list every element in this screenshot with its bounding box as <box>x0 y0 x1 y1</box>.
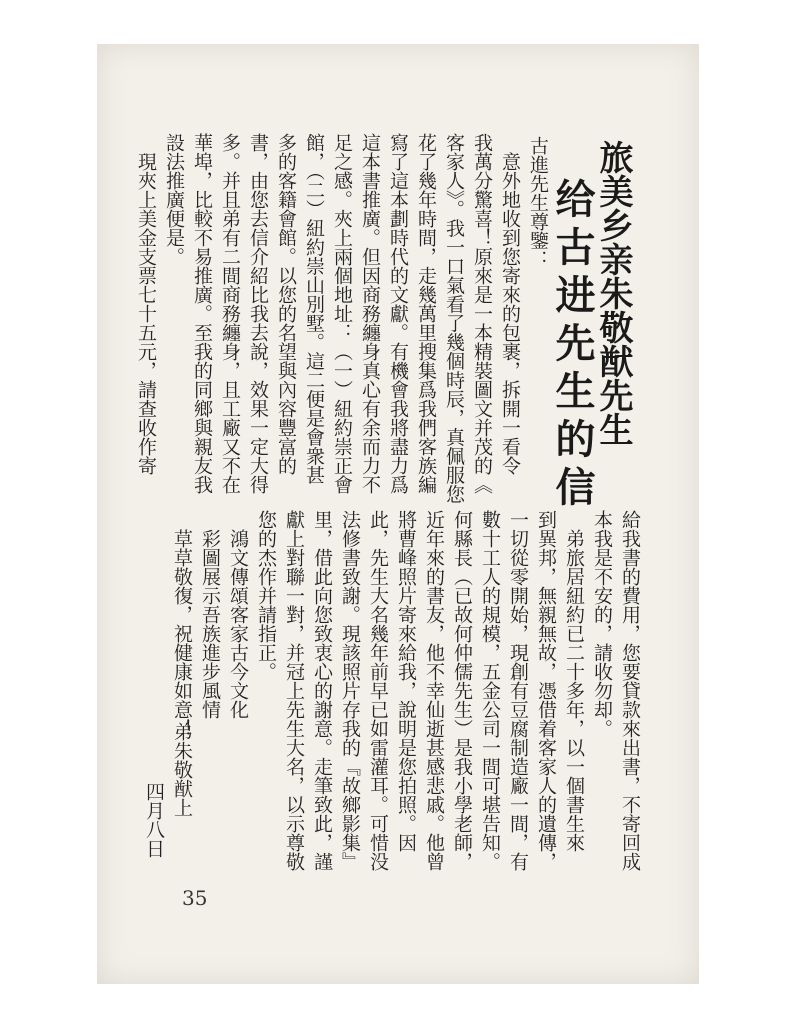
letter-line: 華埠，比較不易推廣。至我的同鄉與親友我 <box>191 133 213 494</box>
letter-line: 花了幾年時間，走幾萬里搜集爲我們客族編 <box>415 133 437 494</box>
page-number: 35 <box>182 886 208 910</box>
letter-line: 將曹峰照片寄來給我，說明是您拍照。因 <box>395 510 417 852</box>
letter-line: 設法推廣便是。 <box>163 133 185 266</box>
letter-line: 里，借此向您致衷心的謝意。走筆致此，謹 <box>311 510 333 871</box>
letter-line: 一切從零開始，現創有豆腐制造廠一間，有 <box>507 510 529 871</box>
letter-line: 到異邦，無親無故，憑借着客家人的遺傳， <box>535 510 557 871</box>
letter-line: 古進先生尊鑒： <box>527 136 549 269</box>
letter-line: 意外地收到您寄來的包裹，拆開一看令 <box>499 133 521 475</box>
letter-line: 近年來的書友，他不幸仙逝甚感悲戚。他曾 <box>423 510 445 871</box>
closing-greeting: 草草敬復，祝健康如意！ <box>171 510 193 738</box>
couplet-line-2: 彩圖展示吾族進步風情 <box>199 510 221 719</box>
letter-line: 客家人》。我一口氣看了幾個時辰，真佩服您 <box>443 133 465 504</box>
letter-line: 多的客籍會館。以您的名望與內容豐富的 <box>275 133 297 475</box>
letter-line: 足之感。夾上兩個地址：（一）紐約崇正會 <box>331 133 353 494</box>
title-line-1: 旅美乡亲朱敬猷先生 <box>593 140 633 446</box>
letter-line: 弟旅居紐約已二十多年，以一個書生來 <box>563 510 585 852</box>
letter-line: 獻上對聯一對，并冠上先生大名，以示尊敬 <box>283 510 305 871</box>
letter-line: 數十工人的規模，五金公司一間可堪告知。 <box>479 510 501 871</box>
letter-line: 現夾上美金支票七十五元，請查收作寄 <box>135 133 157 475</box>
letter-line: 給我書的費用，您要貸款來出書，不寄回成 <box>619 510 641 871</box>
signature: 弟朱敬猷上 <box>171 722 193 817</box>
letter-line: 本我是不安的，請收勿却。 <box>591 510 613 738</box>
letter-line: 法修書致謝。現該照片存我的『故鄉影集』 <box>339 510 361 871</box>
title-line-2: 给古进先生的信 <box>549 178 596 514</box>
letter-line: 書，由您去信介紹比我去說，效果一定大得 <box>247 133 269 494</box>
letter-line: 寫了這本劃時代的文獻。有機會我將盡力爲 <box>387 133 409 494</box>
letter-line: 我萬分驚喜！原來是一本精裝圖文并茂的《 <box>471 133 493 494</box>
letter-line: 多。并且弟有二間商務纏身，且工廠又不在 <box>219 133 241 494</box>
letter-line: 館，（二）紐約崇山別墅。這二便是會衆甚 <box>303 133 325 485</box>
letter-line: 這本書推廣。但因商務纏身真心有余而力不 <box>359 133 381 494</box>
letter-line: 何縣長（已故何仲儒先生）是我小學老師， <box>451 510 473 871</box>
couplet-line-1: 鴻文傳頌客家古今文化 <box>227 510 249 719</box>
date: 四月八日 <box>143 782 165 858</box>
letter-line: 您的杰作并請指正。 <box>255 510 277 681</box>
letter-line: 此，先生大名幾年前早已如雷灌耳。可惜没 <box>367 510 389 871</box>
